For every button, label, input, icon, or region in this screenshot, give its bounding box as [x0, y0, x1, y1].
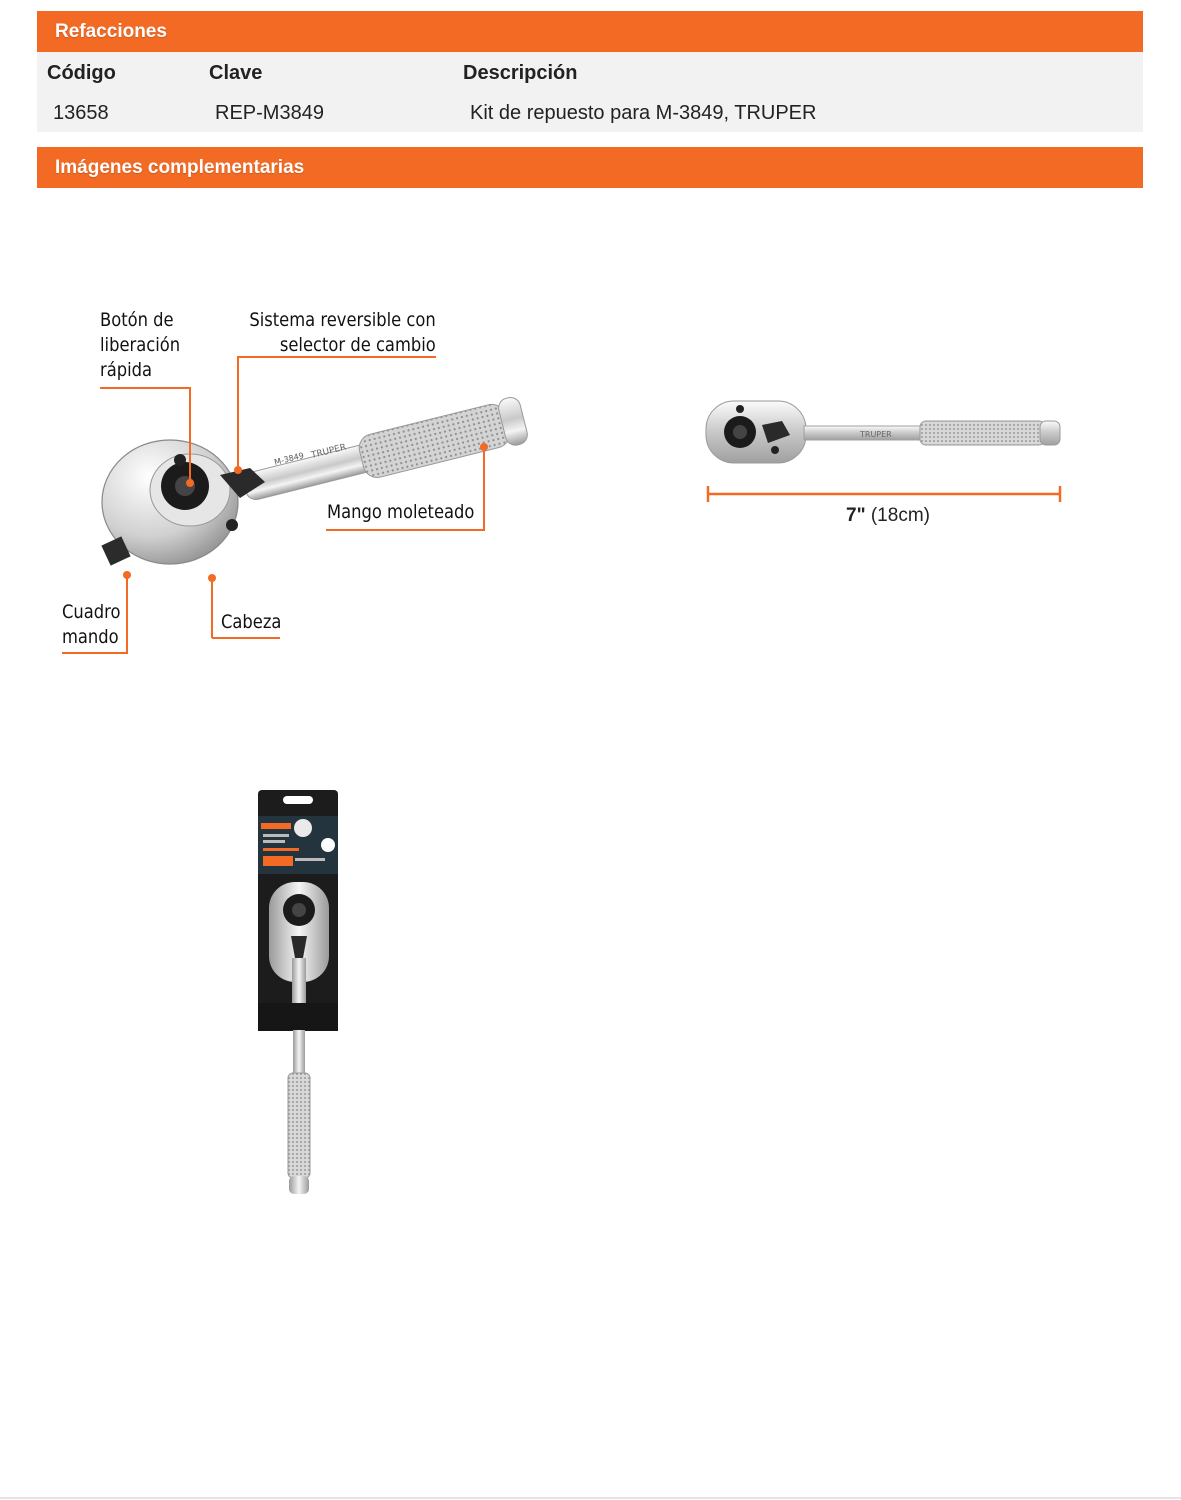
- column-header-description: Descripción: [463, 62, 578, 84]
- callout-head: Cabeza: [221, 611, 282, 633]
- callout-reversible-system: Sistema reversible con selector de cambio: [249, 309, 436, 356]
- column-header-key: Clave: [209, 62, 263, 84]
- callout-release-button: Botón de liberación rápida: [100, 309, 181, 381]
- dimension-metric: (18cm): [870, 505, 930, 526]
- page-bottom-divider: [0, 1497, 1181, 1499]
- brand-engraving: TRUPER: [860, 430, 892, 439]
- section-header-parts: [37, 11, 1143, 52]
- model-engraving: M-3849: [273, 450, 305, 467]
- parts-table: [37, 52, 1143, 132]
- ratchet-package-image: [255, 788, 345, 1198]
- dimension-imperial: 7": [846, 505, 866, 526]
- section-header-images: [37, 147, 1143, 188]
- column-header-code: Código: [47, 62, 116, 84]
- cell-code: 13658: [53, 102, 109, 124]
- section-title: Imágenes complementarias: [55, 157, 305, 178]
- dimension-label: [846, 505, 930, 527]
- section-title: Refacciones: [55, 21, 167, 42]
- cell-description: Kit de repuesto para M-3849, TRUPER: [470, 102, 817, 124]
- brand-engraving: TRUPER: [310, 442, 348, 461]
- callout-drive-square: Cuadro mando: [62, 601, 121, 648]
- ratchet-top-view-image: [700, 395, 1070, 505]
- callout-knurled-handle: Mango moleteado: [327, 501, 475, 523]
- cell-key: REP-M3849: [215, 102, 324, 124]
